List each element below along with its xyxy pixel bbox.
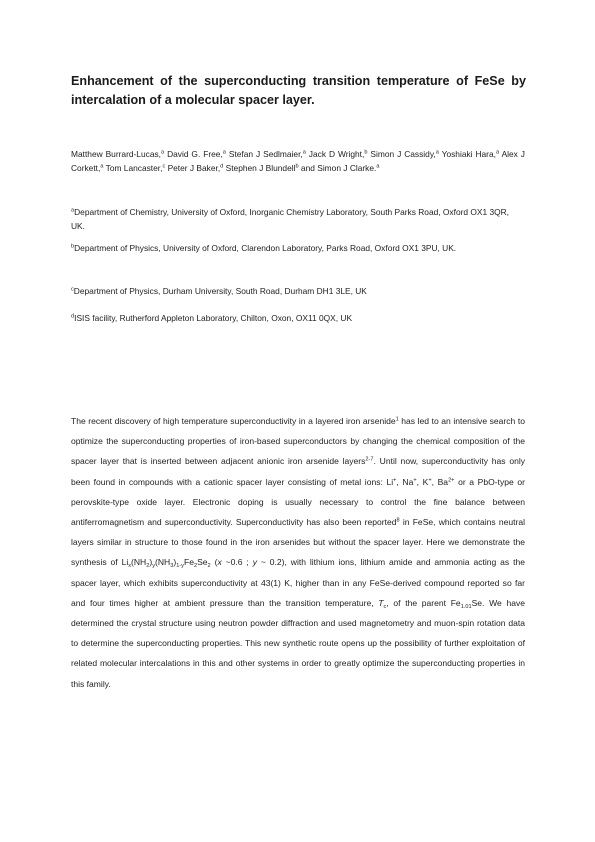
affiliation	[71, 284, 525, 298]
body-text-run: ~0.6 ;	[221, 557, 253, 568]
author-separator: and	[298, 163, 318, 174]
affiliation-mark: d	[71, 313, 75, 320]
ion-charge: +	[393, 477, 397, 484]
formula-subscript: x	[128, 563, 132, 570]
affiliation	[71, 205, 525, 233]
formula-subscript: c	[383, 603, 387, 610]
formula-subscript: 1.01	[460, 603, 472, 610]
author	[229, 149, 309, 159]
ion-charge: +	[428, 477, 432, 484]
abstract-paragraph	[71, 411, 525, 694]
author-name: Stefan J Sedlmaier,	[228, 149, 303, 159]
body-text-run: has led to an intensive search to optimize the superconducting properties of iron-based superconductors by changing the chemical composition of the spacer layer that is inserted between adjacent anionic iron arsenide layers	[71, 416, 525, 467]
author-affiliation-mark: a	[376, 163, 380, 170]
author-affiliation-mark: a	[495, 149, 500, 156]
ion-charge: 2+	[448, 477, 455, 484]
body-text-run: , of the parent Fe	[386, 597, 461, 608]
formula-subscript: 2	[207, 563, 211, 570]
body-text-run: , K	[416, 476, 429, 487]
author-name: Alex J Corkett,	[71, 149, 525, 174]
author-name: Tom Lancaster,	[105, 163, 163, 174]
author	[442, 149, 502, 159]
body-text-run: Fe	[183, 557, 194, 568]
affiliation	[71, 311, 525, 325]
author-name: David G. Free,	[167, 149, 223, 159]
body-text-run: (NH	[155, 557, 171, 568]
reference-mark: 8	[396, 517, 400, 524]
paper-title: Enhancement of the superconducting transition temperature of FeSe by intercalation of a molecular spacer layer.	[71, 74, 526, 107]
author-affiliation-mark: a	[161, 149, 165, 156]
author-affiliation-mark: a	[100, 163, 104, 170]
variable-tc: T	[378, 597, 384, 608]
author-affiliation-mark: a	[302, 149, 306, 156]
affiliation-mark: b	[71, 243, 75, 250]
author-name: Simon J Clarke.	[317, 163, 377, 174]
author-name: Simon J Cassidy,	[370, 149, 436, 159]
author	[370, 149, 441, 159]
affiliation	[71, 241, 525, 255]
affiliation-text: Department of Physics, Durham University, South Road, Durham DH1 3LE, UK	[73, 286, 367, 296]
body-text-run: in FeSe, which contains neutral layers similar in structure to those found in the iron arsenides but without the spacer layer. Here we demonstrate the synthesis of Li	[71, 517, 525, 568]
body-text-run: . Until now, superconductivity has only been found in compounds with a cationic spacer layer consisting of metal ions: Li	[71, 456, 525, 487]
variable-y: y	[252, 557, 257, 568]
variable-x: x	[217, 557, 222, 568]
author-list	[71, 147, 525, 175]
formula-subscript: 2	[146, 563, 150, 570]
body-text-run: Se. We have determined the crystal structure using neutron powder diffraction and used magnetometry and muon-spin rotation data to determine the superconducting properties. This new synthetic route opens up the possibility of further exploitation of related molecular intercalations in this and other systems in order to greatly optimize the superconducting properties in this family.	[71, 597, 525, 689]
body-text-run: or a PbO-type or perovskite-type oxide layer. Electronic doping is usually necessary to control the fine balance between antiferromagnetism and superconductivity. Superconductivity has also been reported	[71, 476, 525, 528]
formula-subscript: 1-y	[176, 563, 184, 570]
author	[309, 149, 371, 159]
body-text-run: (NH	[131, 557, 147, 568]
body-text-run: ~ 0.2), with lithium ions, lithium amide and ammonia acting as the spacer layer, which exhibits superconductivity at 43(1) K, higher than in any FeSe-derived compound reported so far and four times higher at ambient pressure than the transition temperature,	[71, 557, 525, 608]
formula-subscript: 3	[170, 563, 174, 570]
author-affiliation-mark: c	[162, 163, 166, 170]
body-text-run: Se	[197, 557, 208, 568]
author	[226, 163, 318, 173]
body-text-run: )	[149, 557, 153, 568]
affiliation-mark: c	[71, 286, 74, 293]
formula-subscript: y	[152, 563, 155, 570]
author-name: Stephen J Blundell	[225, 163, 296, 174]
author-affiliation-mark: a	[435, 149, 439, 156]
body-text-run: , Ba	[431, 476, 449, 487]
author-name: Matthew Burrard-Lucas,	[71, 149, 161, 159]
author	[71, 149, 167, 159]
affiliation-text: Department of Physics, University of Oxford, Clarendon Laboratory, Parks Road, Oxford OX1 3PU, UK.	[74, 243, 457, 253]
body-text-run: , Na	[396, 476, 414, 487]
body-text-run: (	[210, 557, 218, 568]
author-affiliation-mark: b	[295, 163, 299, 170]
author	[106, 163, 168, 173]
reference-mark: 2-7	[365, 457, 374, 464]
author-name: Peter J Baker,	[167, 163, 221, 174]
affiliation-text: ISIS facility, Rutherford Appleton Laboratory, Chilton, Oxon, OX11 0QX, UK	[74, 313, 353, 323]
author	[168, 163, 226, 173]
author-name: Jack D Wright,	[308, 149, 365, 159]
author-name: Yoshiaki Hara,	[441, 149, 496, 159]
affiliation-mark: a	[71, 207, 75, 214]
affiliation-text: Department of Chemistry, University of Oxford, Inorganic Chemistry Laboratory, South Parks Road, Oxford OX1 3QR, UK.	[71, 207, 510, 232]
formula-subscript: 2	[193, 563, 198, 570]
body-text-run: )	[173, 557, 177, 568]
author-affiliation-mark: b	[364, 149, 368, 156]
ion-charge: +	[413, 477, 417, 484]
author-affiliation-mark: a	[222, 149, 226, 156]
author	[317, 163, 379, 173]
author	[167, 149, 229, 159]
reference-mark: 1	[395, 416, 399, 423]
author-affiliation-mark: d	[220, 163, 224, 170]
body-text-run: The recent discovery of high temperature superconductivity in a layered iron arsenide	[71, 416, 396, 426]
